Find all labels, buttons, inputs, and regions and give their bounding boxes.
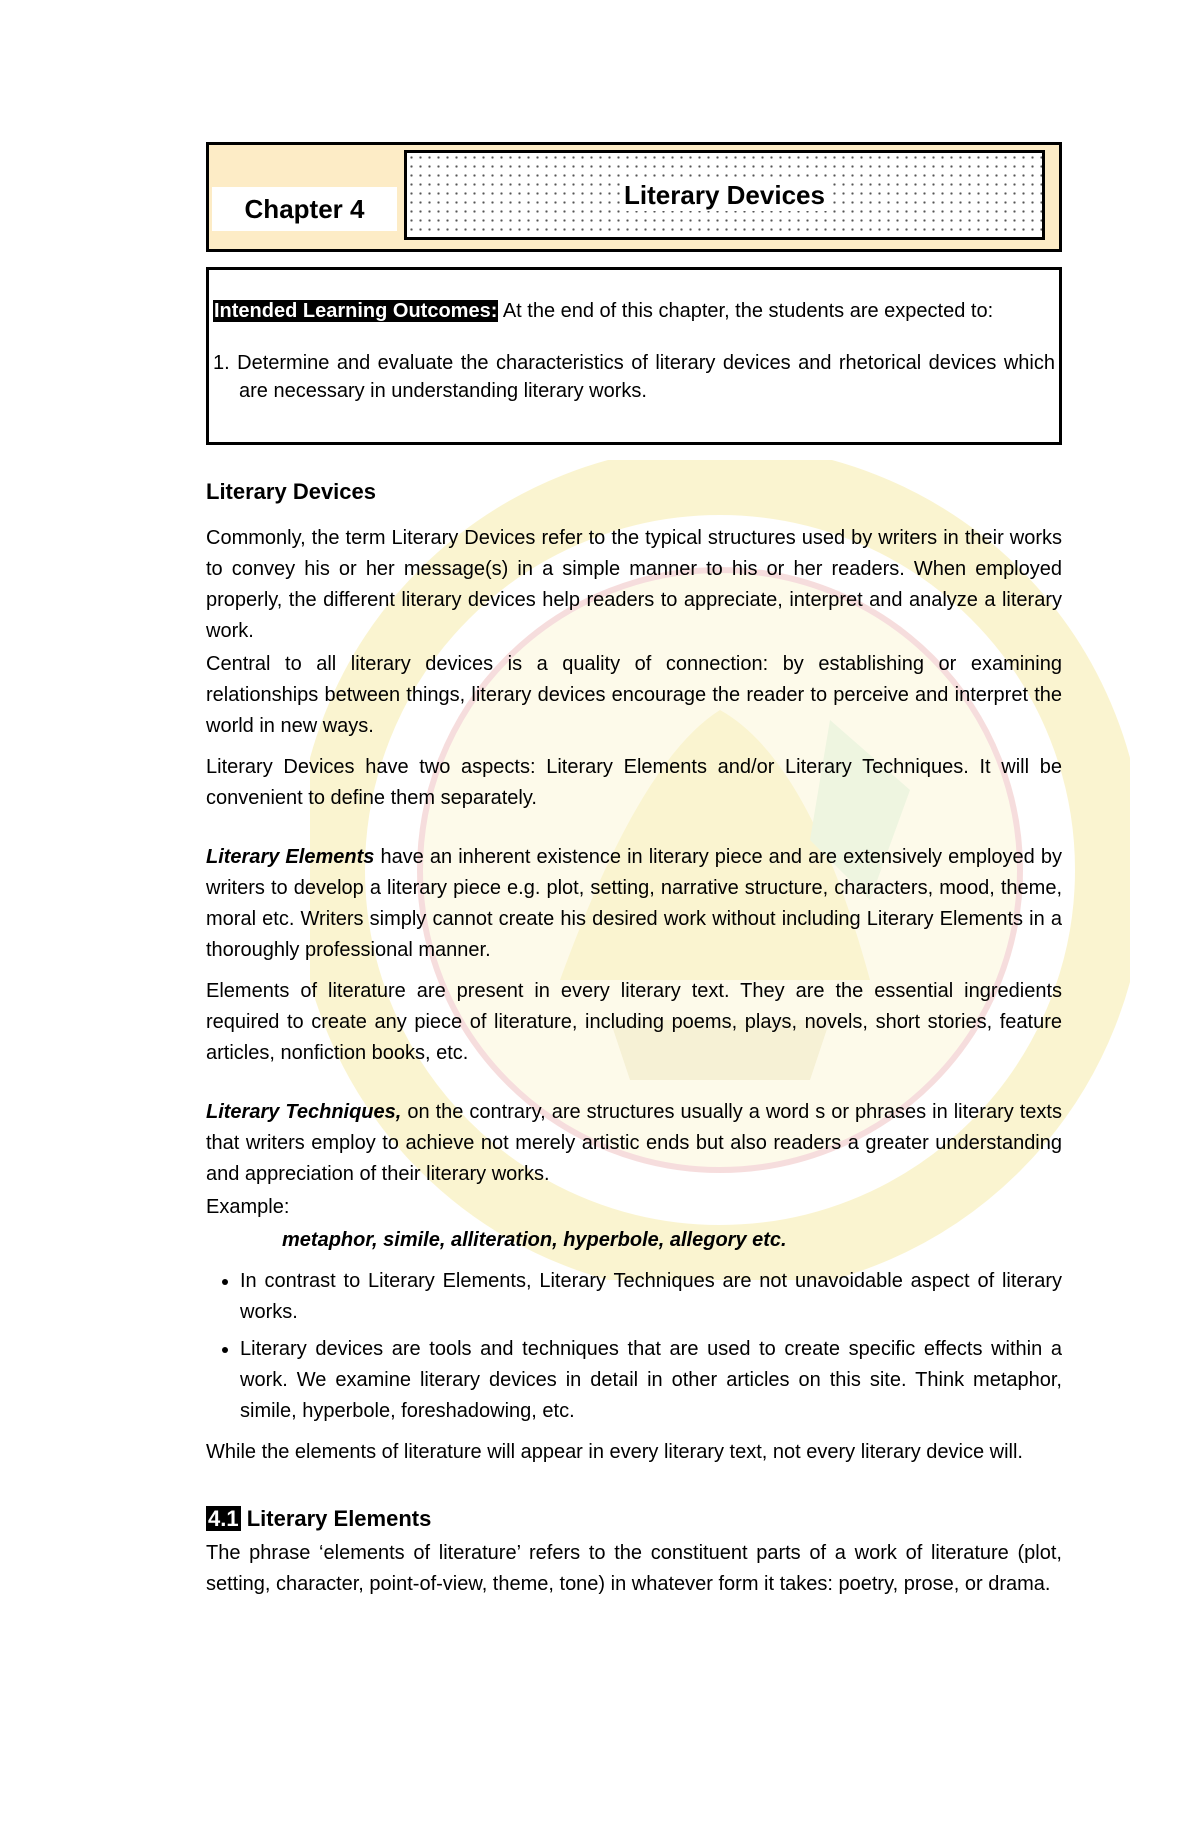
paragraph-literary-elements [206,842,1062,966]
term-literary-techniques: Literary Techniques, [206,1101,402,1123]
paragraph-text: on the contrary, are structures usually a word s or phrases in literary texts that writers employ to achieve not merely artistic ends but also readers a greater understanding and appreciation of their literary works. [206,1101,1062,1185]
chapter-title-box [404,150,1045,240]
chapter-header [206,142,1062,252]
example-label: Example: [206,1196,290,1218]
paragraph-literary-techniques [206,1097,1062,1190]
outcomes-intro: At the end of this chapter, the students are expected to: [498,300,994,322]
paragraph: Commonly, the term Literary Devices refer to the typical structures used by writers in their works to convey his or her message(s) in a simple manner to his or her readers. When employed properly, the different literary devices help readers to appreciate, interpret and analyze a literary work. [206,527,1062,642]
outcome-item: 1. Determine and evaluate the characteristics of literary devices and rhetorical devices which are necessary in understanding literary works. [213,352,1055,402]
list-item: • Literary devices are tools and techniques that are used to create specific effects within a work. We examine literary devices in detail in other articles on this site. Think metaphor, simile, hyperbole, foreshadowing, etc. [240,1334,1062,1427]
subsection-number: 4.1 [208,1506,239,1531]
outcomes-intro-line [213,300,1055,323]
subsection-title: Literary Elements [240,1506,432,1531]
paragraph: Central to all literary devices is a quality of connection: by establishing or examining relationships between things, literary devices encourage the reader to perceive and interpret the world in new ways. [206,653,1062,737]
term-literary-elements: Literary Elements [206,846,375,868]
page-content [206,142,1062,1610]
paragraph: Elements of literature are present in every literary text. They are the essential ingredients required to create any piece of literature, including poems, plays, novels, short stories, feature articles, nonfiction books, etc. [206,980,1062,1064]
chapter-label: Chapter 4 [212,187,397,231]
paragraph-text: have an inherent existence in literary piece and are extensively employed by writers to develop a literary piece e.g. plot, setting, narrative structure, characters, mood, theme, moral etc. Writers simply cannot create his desired work without including Literary Elements in a thoroughly professional manner. [206,846,1062,961]
section-heading: Literary Devices [206,479,376,504]
paragraph: The phrase ‘elements of literature’ refers to the constituent parts of a work of literature (plot, setting, character, point-of-view, theme, tone) in whatever form it takes: poetry, prose, or drama. [206,1542,1062,1595]
example-list: metaphor, simile, alliteration, hyperbole, allegory etc. [282,1229,787,1251]
list-item: • In contrast to Literary Elements, Literary Techniques are not unavoidable aspect of literary works. [240,1266,1062,1328]
subsection-heading [206,1506,1062,1532]
paragraph: While the elements of literature will appear in every literary text, not every literary device will. [206,1441,1023,1463]
learning-outcomes-box [206,267,1062,445]
chapter-title: Literary Devices [620,180,829,211]
bullet-list [206,1266,1062,1427]
outcomes-label: Intended Learning Outcomes: [214,300,498,322]
paragraph: Literary Devices have two aspects: Literary Elements and/or Literary Techniques. It will be convenient to define them separately. [206,756,1062,809]
